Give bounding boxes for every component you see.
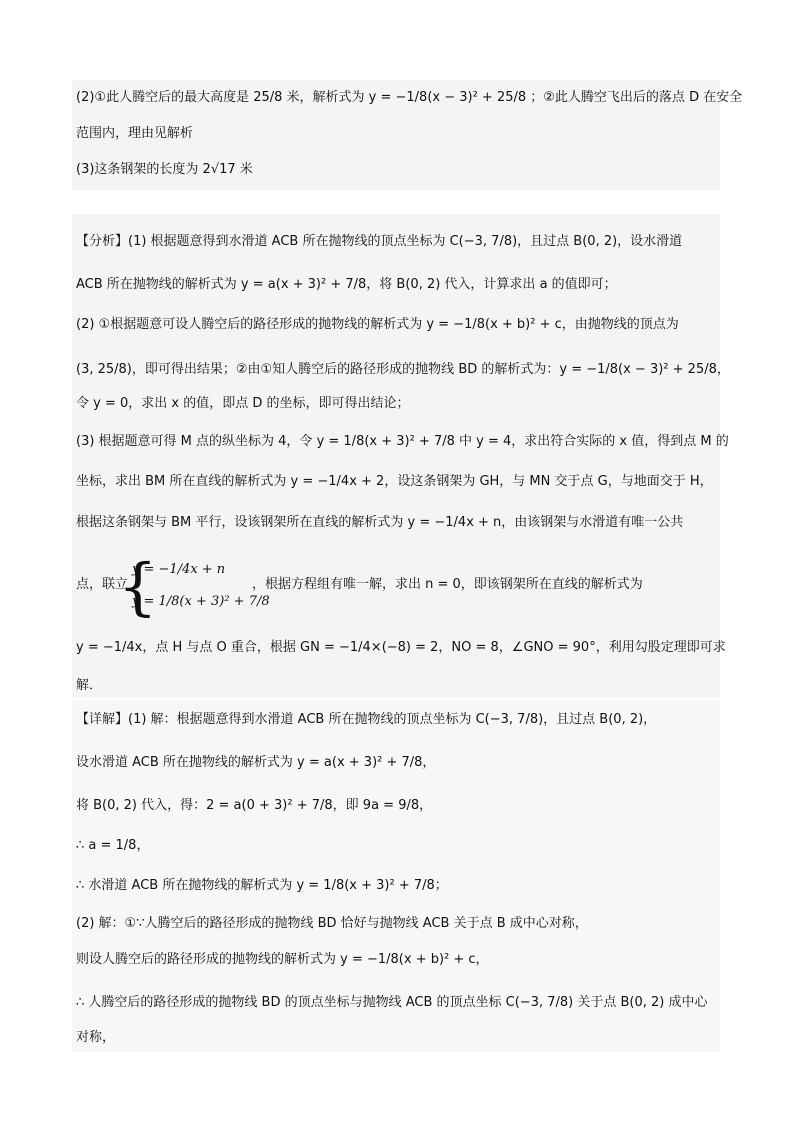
analysis-line-10: y = −1/4x，点 H 与点 O 重合，根据 GN = −1/4×(−8) = 2，NO = 8，∠GNO = 90°，利用勾股定理即可求 [76, 640, 726, 655]
analysis-line-11: 解． [76, 678, 103, 693]
analysis-line-4: (3, 25/8)，即可得出结果；②由①知人腾空后的路径形成的抛物线 BD 的解析式为：y = −1/8(x − 3)² + 25/8， [76, 362, 730, 377]
analysis-line-1: 【分析】(1) 根据题意得到水滑道 ACB 所在抛物线的顶点坐标为 C(−3, 7/8)，且过点 B(0, 2)，设水滑道 [76, 234, 683, 249]
analysis-line-9-end: ，根据方程组有唯一解，求出 n = 0，即该钢架所在直线的解析式为 [252, 577, 643, 592]
detail-line-5: ∴ 水滑道 ACB 所在抛物线的解析式为 y = 1/8(x + 3)² + 7/8； [76, 878, 448, 893]
answer-line-3: (3)这条钢架的长度为 2√17 米 [76, 162, 253, 177]
equation-system [118, 550, 270, 626]
detail-line-9: 对称， [76, 1030, 116, 1045]
analysis-line-8: 根据这条钢架与 BM 平行，设该钢架所在直线的解析式为 y = −1/4x + n，由该钢架与水滑道有唯一公共 [76, 515, 684, 530]
answer-line-1: (2)①此人腾空后的最大高度是 25/8 米，解析式为 y = −1/8(x − 3)² + 25/8 ；②此人腾空飞出后的落点 D 在安全 [76, 90, 743, 105]
analysis-line-2: ACB 所在抛物线的解析式为 y = a(x + 3)² + 7/8，将 B(0, 2) 代入，计算求出 a 的值即可； [76, 277, 617, 292]
detail-line-7: 则设人腾空后的路径形成的抛物线的解析式为 y = −1/8(x + b)² + c， [76, 952, 489, 967]
brace-icon: { [118, 550, 158, 623]
detail-line-8: ∴ 人腾空后的路径形成的抛物线 BD 的顶点坐标与抛物线 ACB 的顶点坐标 C(−3, 7/8) 关于点 B(0, 2) 成中心 [76, 995, 708, 1010]
detail-line-3: 将 B(0, 2) 代入，得：2 = a(0 + 3)² + 7/8，即 9a = 9/8， [76, 798, 433, 813]
analysis-line-6: (3) 根据题意可得 M 点的纵坐标为 4，令 y = 1/8(x + 3)² + 7/8 中 y = 4，求出符合实际的 x 值，得到点 M 的 [76, 434, 729, 449]
analysis-line-5: 令 y = 0，求出 x 的值，即点 D 的坐标，即可得出结论； [76, 396, 410, 411]
system-equation-2: y = 1/8(x + 3)² + 7/8 [132, 594, 270, 609]
system-equation-1: y = −1/4x + n [132, 562, 226, 577]
analysis-line-3: (2) ①根据题意可设人腾空后的路径形成的抛物线的解析式为 y = −1/8(x + b)² + c，由抛物线的顶点为 [76, 317, 679, 332]
answer-line-2: 范围内，理由见解析 [76, 126, 194, 141]
detail-line-1: 【详解】(1) 解：根据题意得到水滑道 ACB 所在抛物线的顶点坐标为 C(−3, 7/8)，且过点 B(0, 2)， [76, 712, 657, 727]
detail-line-2: 设水滑道 ACB 所在抛物线的解析式为 y = a(x + 3)² + 7/8， [76, 755, 436, 770]
detail-line-4: ∴ a = 1/8， [76, 838, 150, 853]
analysis-line-7: 坐标，求出 BM 所在直线的解析式为 y = −1/4x + 2，设这条钢架为 GH，与 MN 交于点 G，与地面交于 H， [76, 474, 713, 489]
analysis-line-9-start: 点，联立 [76, 577, 129, 592]
detail-line-6: (2) 解：①∵人腾空后的路径形成的抛物线 BD 恰好与抛物线 ACB 关于点 B 成中心对称， [76, 916, 588, 931]
